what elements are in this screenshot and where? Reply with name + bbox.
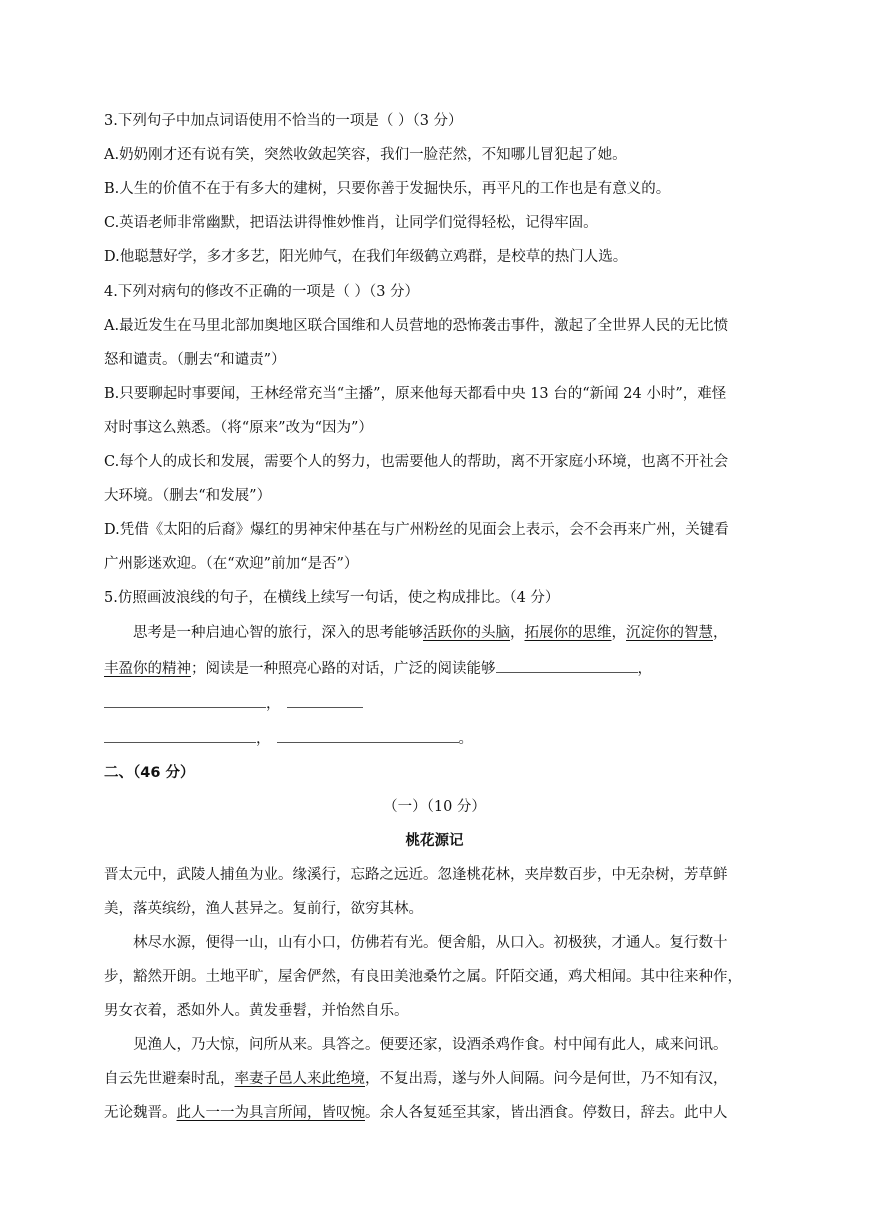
prompt-text: 思考是一种启迪心智的旅行，深入的思考能够 — [133, 625, 423, 641]
question-3-option-d: D.他聪慧好学，多才多艺，阳光帅气，在我们年级鹤立鸡群，是校草的热门人选。 — [104, 249, 628, 265]
question-5-blank-line4 — [104, 726, 773, 748]
answer-blank-1[interactable] — [496, 656, 638, 673]
underlined-sentence-1: 率妻子邑人来此绝境 — [234, 1071, 365, 1087]
question-4-option-a-line1: A.最近发生在马里北部加奥地区联合国维和人员营地的恐怖袭击事件，激起了全世界人民的无比愤 — [104, 318, 729, 334]
passage-p3-line1: 见渔人，乃大惊，问所从来。具答之。便要还家，设酒杀鸡作食。村中闻有此人，咸来问讯。 — [133, 1037, 728, 1053]
question-3-stem: 3.下列句子中加点词语使用不恰当的一项是（ ）（3 分） — [104, 113, 463, 129]
passage-p2-line1: 林尽水源，便得一山，山有小口，仿佛若有光。便舍船，从口入。初极狭，才通人。复行数十 — [133, 935, 728, 951]
answer-blank-3[interactable] — [287, 691, 363, 708]
comma: ， — [713, 625, 728, 641]
question-5-stem: 5.仿照画波浪线的句子，在横线上续写一句话，使之构成排比。（4 分） — [104, 590, 560, 606]
question-4-option-d-line1: D.凭借《太阳的后裔》爆红的男神宋仲基在与广州粉丝的见面会上表示，会不会再来广州，关键看 — [104, 522, 729, 538]
wavy-phrase-2: 拓展你的思维 — [524, 625, 612, 641]
question-4-option-b-line2: 对时事这么熟悉。（将“原来”改为“因为”） — [104, 420, 373, 436]
comma: ， — [637, 661, 652, 677]
subsection-heading: （一）（10 分） — [383, 799, 486, 815]
question-3-option-a: A.奶奶刚才还有说有笑，突然收敛起笑容，我们一脸茫然，不知哪儿冒犯起了她。 — [104, 147, 627, 163]
passage-text: 无论魏晋。 — [104, 1105, 177, 1121]
passage-title: 桃花源记 — [405, 833, 464, 849]
question-4-option-d-line2: 广州影迷欢迎。（在“欢迎”前加“是否”） — [104, 556, 359, 572]
question-5-prompt-line1 — [104, 622, 773, 644]
passage-text: 。余人各复延至其家，皆出酒食。停数日，辞去。此中人 — [365, 1105, 728, 1121]
question-4-option-b-line1: B.只要聊起时事要闻，王林经常充当“主播”，原来他每天都看中央 13 台的“新闻 24 小时”，难怪 — [104, 386, 727, 402]
question-3-option-c: C.英语老师非常幽默，把语法讲得惟妙惟肖，让同学们觉得轻松，记得牢固。 — [104, 215, 598, 231]
wavy-phrase-4: 丰盈你的精神 — [104, 661, 191, 677]
prompt-text: ；阅读是一种照亮心路的对话，广泛的阅读能够 — [191, 661, 496, 677]
question-5-blank-line3 — [104, 691, 773, 713]
comma: ， — [510, 625, 525, 641]
answer-blank-4[interactable] — [104, 726, 256, 743]
passage-p3-line2 — [104, 1068, 773, 1090]
answer-blank-5[interactable] — [277, 726, 459, 743]
comma: ， — [266, 696, 281, 712]
section-2-heading: 二、（46 分） — [104, 765, 195, 781]
period: 。 — [458, 731, 473, 747]
question-4-option-a-line2: 怒和谴责。（删去“和谴责”） — [104, 352, 286, 368]
passage-text: 自云先世避秦时乱， — [104, 1071, 235, 1087]
question-4-option-c-line2: 大环境。（删去“和发展”） — [104, 488, 272, 504]
question-5-prompt-line2 — [104, 656, 773, 678]
question-4-option-c-line1: C.每个人的成长和发展，需要个人的努力，也需要他人的帮助，离不开家庭小环境，也离不开社会 — [104, 454, 729, 470]
passage-p2-line3: 男女衣着，悉如外人。黄发垂髫，并怡然自乐。 — [104, 1003, 409, 1019]
passage-p1-line2: 美，落英缤纷，渔人甚异之。复前行，欲穷其林。 — [104, 901, 423, 917]
passage-p2-line2: 步，豁然开朗。土地平旷，屋舍俨然，有良田美池桑竹之属。阡陌交通，鸡犬相闻。其中往来种作， — [104, 969, 742, 985]
passage-p1-line1: 晋太元中，武陵人捕鱼为业。缘溪行，忘路之远近。忽逢桃花林，夹岸数百步，中无杂树，芳草鲜 — [104, 867, 728, 883]
question-3-option-b: B.人生的价值不在于有多大的建树，只要你善于发掘快乐，再平凡的工作也是有意义的。 — [104, 181, 671, 197]
underlined-sentence-2: 此人一一为具言所闻，皆叹惋 — [176, 1105, 365, 1121]
comma: ， — [256, 731, 271, 747]
passage-text: ，不复出焉，遂与外人间隔。问今是何世，乃不知有汉， — [365, 1071, 728, 1087]
question-4-stem: 4.下列对病句的修改不正确的一项是（ ）（3 分） — [104, 284, 420, 300]
wavy-phrase-1: 活跃你的头脑 — [423, 625, 510, 641]
passage-p3-line3 — [104, 1102, 773, 1124]
answer-blank-2[interactable] — [104, 691, 266, 708]
comma: ， — [611, 625, 626, 641]
wavy-phrase-3: 沉淀你的智慧 — [626, 625, 713, 641]
